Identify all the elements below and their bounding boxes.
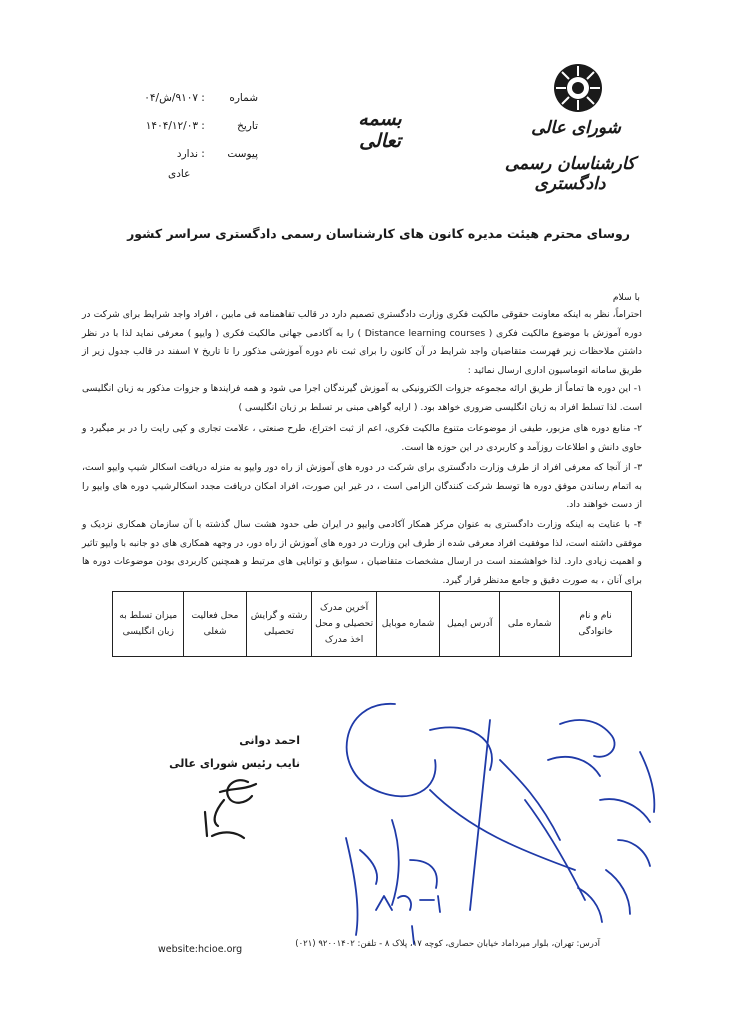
- table-header-cell: شماره ملی: [500, 592, 560, 657]
- greeting: با سلام: [612, 292, 640, 303]
- signature-scribble: [205, 780, 256, 838]
- table-header-cell: محل فعالیت شغلی: [184, 592, 246, 657]
- footer-website: website:hcioe.org: [158, 944, 243, 955]
- table-header-cell: آدرس ایمیل: [440, 592, 500, 657]
- organization-subtitle: کارشناسان رسمی دادگستری: [504, 154, 636, 194]
- letter-attachment-value: ندارد: [176, 148, 198, 160]
- organization-name: شورای عالی: [531, 118, 621, 138]
- body-point-4: ۴- با عنایت به اینکه وزارت دادگستری به عنوان مرکز همکار آکادمی وایپو در ایران طی حدود هشت سال گذشته با آن سازمان همکاری نزدیک و موفقی داشته است، لذا موفقیت افراد معرفی شده از طرف این وزارت در دوره های آموزش از راه دور، در وجهه همکاری های دو جانبه با وایپو تاثیر و اهمیت زیادی دارد. لذا خواهشمند است در ارسال مشخصات متقاضیان ، سوابق و توانایی های مرتبط و همچنین کاربردی بودن موضوعات دوره ها برای آنان ، به صورت دقیق و جامع مدنظر قرار گیرد.: [82, 519, 642, 586]
- letter-number-value: ۹۱۰۷/ش/۰۴: [144, 92, 198, 104]
- letter-number-label: شماره: [229, 92, 258, 104]
- letter-number-row: شماره : ۹۱۰۷/ش/۰۴: [128, 92, 258, 112]
- recipient-line: روسای محترم هیئت مدیره کانون های کارشناسان رسمی دادگستری سراسر کشور: [127, 226, 630, 241]
- letter-date-label: تاریخ: [237, 120, 258, 132]
- table-header-cell: رشته و گرایش تحصیلی: [246, 592, 312, 657]
- signatory-name: احمد دوانی: [239, 734, 300, 747]
- handwritten-notes: [346, 704, 654, 944]
- signatory-title: نایب رئیس شورای عالی: [169, 757, 300, 770]
- table-header-cell: آخرین مدرک تحصیلی و محل اخذ مدرک: [312, 592, 376, 657]
- table-header-cell: میزان تسلط به زبان انگلیسی: [113, 592, 184, 657]
- table-header-cell: شماره موبایل: [376, 592, 440, 657]
- letter-date-value: ۱۴۰۴/۱۲/۰۳: [145, 120, 198, 132]
- letter-attachment-row: پیوست : ندارد: [128, 148, 258, 168]
- letter-priority: عادی: [168, 168, 191, 180]
- body-point-2: ۲- منابع دوره های مزبور، طیفی از موضوعات متنوع مالکیت فکری، اعم از ثبت اختراع، طرح صنعتی ، علامت تجاری و کپی رایت را در بر میگیرد و حاوی دانش و اطلاعات روزآمد و کاربردی در این حوزه ها است.: [82, 423, 642, 453]
- letter-attachment-label: پیوست: [227, 148, 258, 160]
- body-point-3: ۳- از آنجا که معرفی افراد از طرف وزارت دادگستری برای شرکت در دوره های آموزش از راه دور وایپو به منزله دریافت اسکالر شیپ وایپو است، به اتمام رساندن موفق دوره ها توسط شرکت کنندگان الزامی است ، در غیر این صورت، افراد امکان دریافت مجدد اسکالرشیپ دوره های وایپو را از دست خواهند داد.: [82, 462, 642, 510]
- body-intro-paragraph: احتراماً، نظر به اینکه معاونت حقوقی مالکیت فکری وزارت دادگستری تصمیم دارد در قالب تفاهمنامه فی مابین ، افراد واجد شرایط برای شرکت در دوره آموزش با موضوع مالکیت فکری ( Distance learning courses ) را به آکادمی جهانی مالکیت فکری ( وایپو ) معرفی نماید لذا با در نظر داشتن ملاحظات زیر فهرست متقاضیان واجد شرایط در آن کانون را برای ثبت نام دوره آموزشی مذکور را تا تاریخ ۷ اسفند در قالب جدول زیر از طریق سامانه اتوماسیون اداری ارسال نمائید :: [82, 309, 642, 376]
- bismillah-heading: بسمه تعالی: [358, 108, 402, 152]
- table-header-cell: نام و نام خانوادگی: [560, 592, 632, 657]
- body-point-1: ۱- این دوره ها تماماً از طریق ارائه مجموعه جزوات الکترونیکی به آموزش گیرندگان اجرا می شود و همه فرایندها و جزوات مذکور به زبان انگلیسی است. لذا تسلط افراد به زبان انگلیسی ضروری خواهد بود. ( ارایه گواهی مبنی بر تسلط بر زبان انگلیسی ): [82, 383, 642, 413]
- letter-date-row: تاریخ : ۱۴۰۴/۱۲/۰۳: [128, 120, 258, 140]
- footer-address: آدرس: تهران، بلوار میرداماد خیابان حصاری، کوچه ۱۷، پلاک ۸ - تلفن: ۹۲۰۰۱۴۰۲ (۰۲۱): [295, 939, 600, 949]
